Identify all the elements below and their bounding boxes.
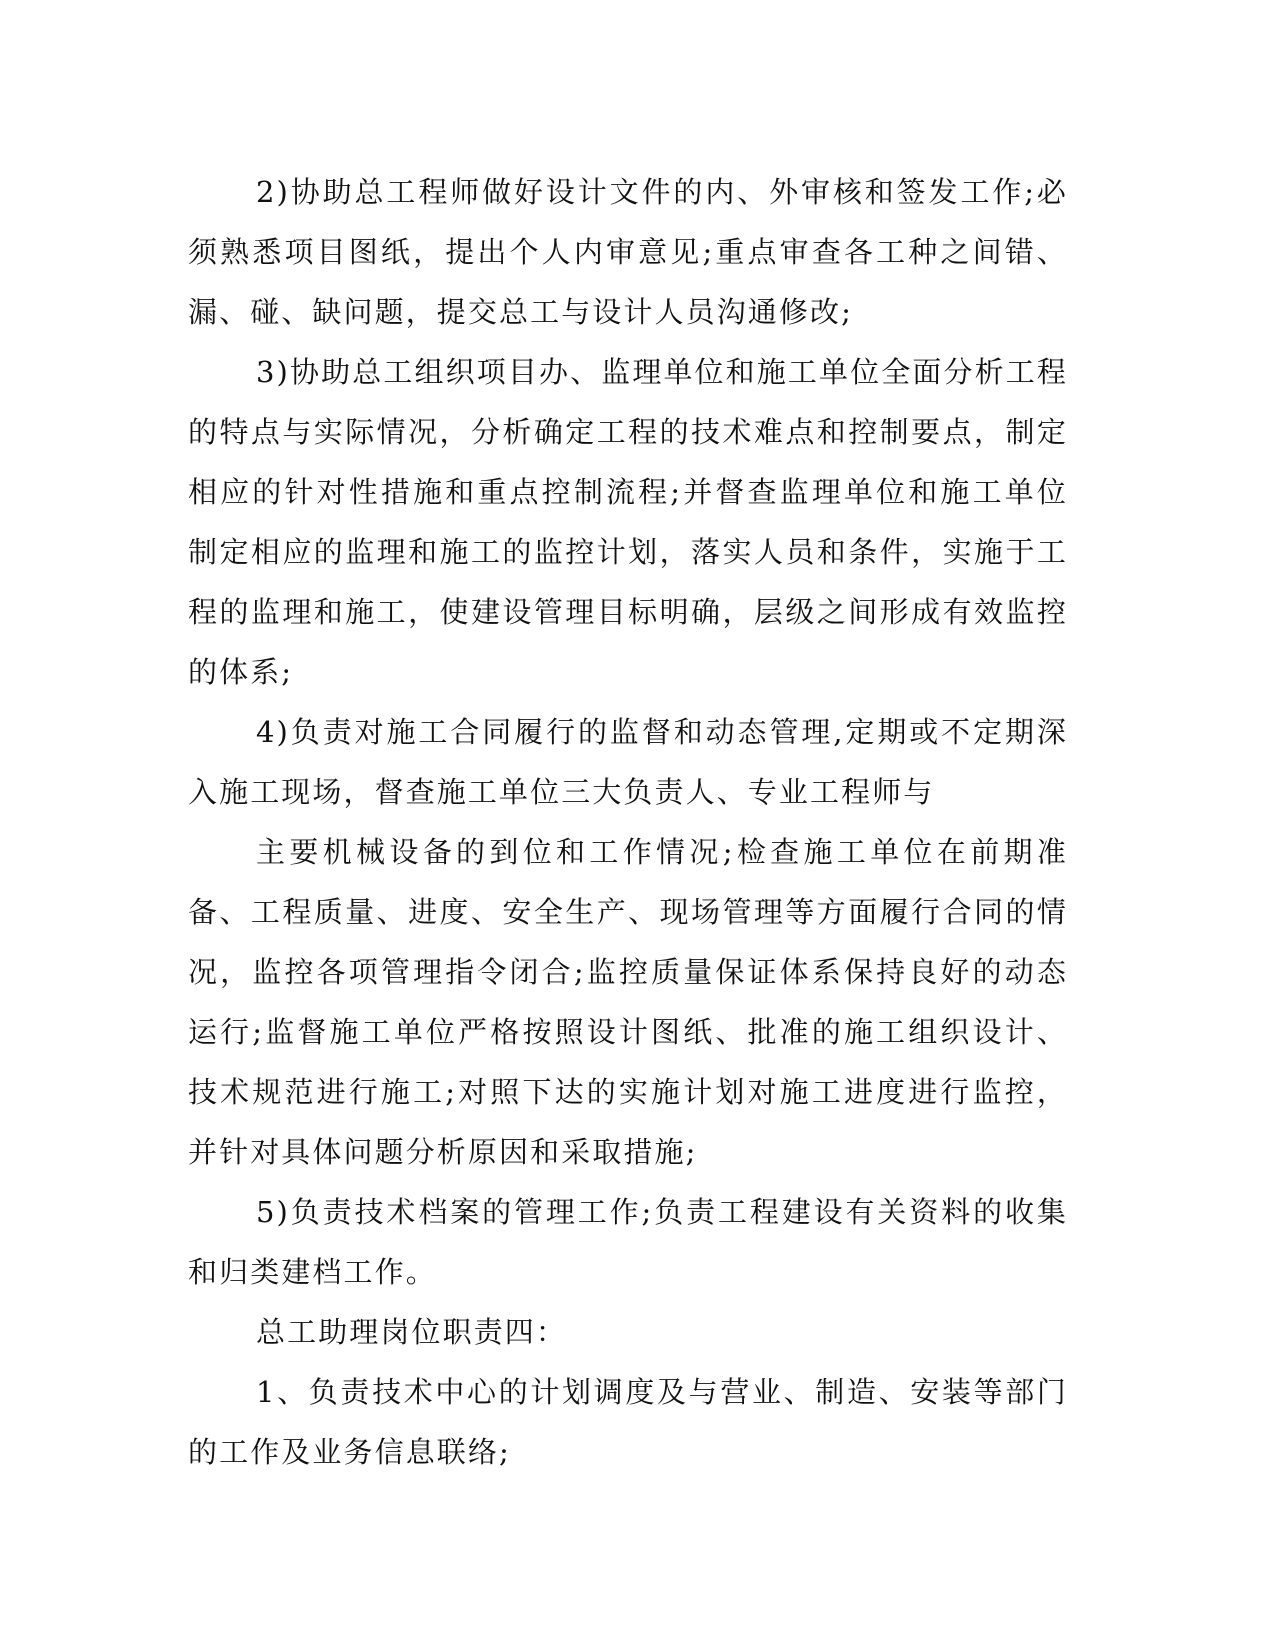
paragraph-item-5: 5)负责技术档案的管理工作;负责工程建设有关资料的收集和归类建档工作。: [188, 1195, 1068, 1289]
paragraph-item-4-continued: 主要机械设备的到位和工作情况;检查施工单位在前期准备、工程质量、进度、安全生产、现场管理等方面履行合同的情况，监控各项管理指令闭合;监控质量保证体系保持良好的动态运行;监督施工单位严格按照设计图纸、批准的施工组织设计、技术规范进行施工;对照下达的实施计划对施工进度进行监控，并针对具体问题分析原因和采取措施;: [188, 835, 1068, 1169]
paragraph-item-2: 2)协助总工程师做好设计文件的内、外审核和签发工作;必须熟悉项目图纸，提出个人内审意见;重点审查各工种之间错、漏、碰、缺问题，提交总工与设计人员沟通修改;: [188, 175, 1068, 329]
paragraph-item-1: 1、负责技术中心的计划调度及与营业、制造、安装等部门的工作及业务信息联络;: [188, 1375, 1068, 1469]
section-heading: 总工助理岗位职责四：: [256, 1315, 568, 1349]
paragraph-item-3: 3)协助总工组织项目办、监理单位和施工单位全面分析工程的特点与实际情况，分析确定工程的技术难点和控制要点，制定相应的针对性措施和重点控制流程;并督查监理单位和施工单位制定相应的监理和施工的监控计划，落实人员和条件，实施于工程的监理和施工，使建设管理目标明确，层级之间形成有效监控的体系;: [188, 355, 1068, 689]
document-body: [188, 162, 1068, 1482]
paragraph-item-4: 4)负责对施工合同履行的监督和动态管理,定期或不定期深入施工现场，督查施工单位三大负责人、专业工程师与: [188, 715, 1068, 809]
